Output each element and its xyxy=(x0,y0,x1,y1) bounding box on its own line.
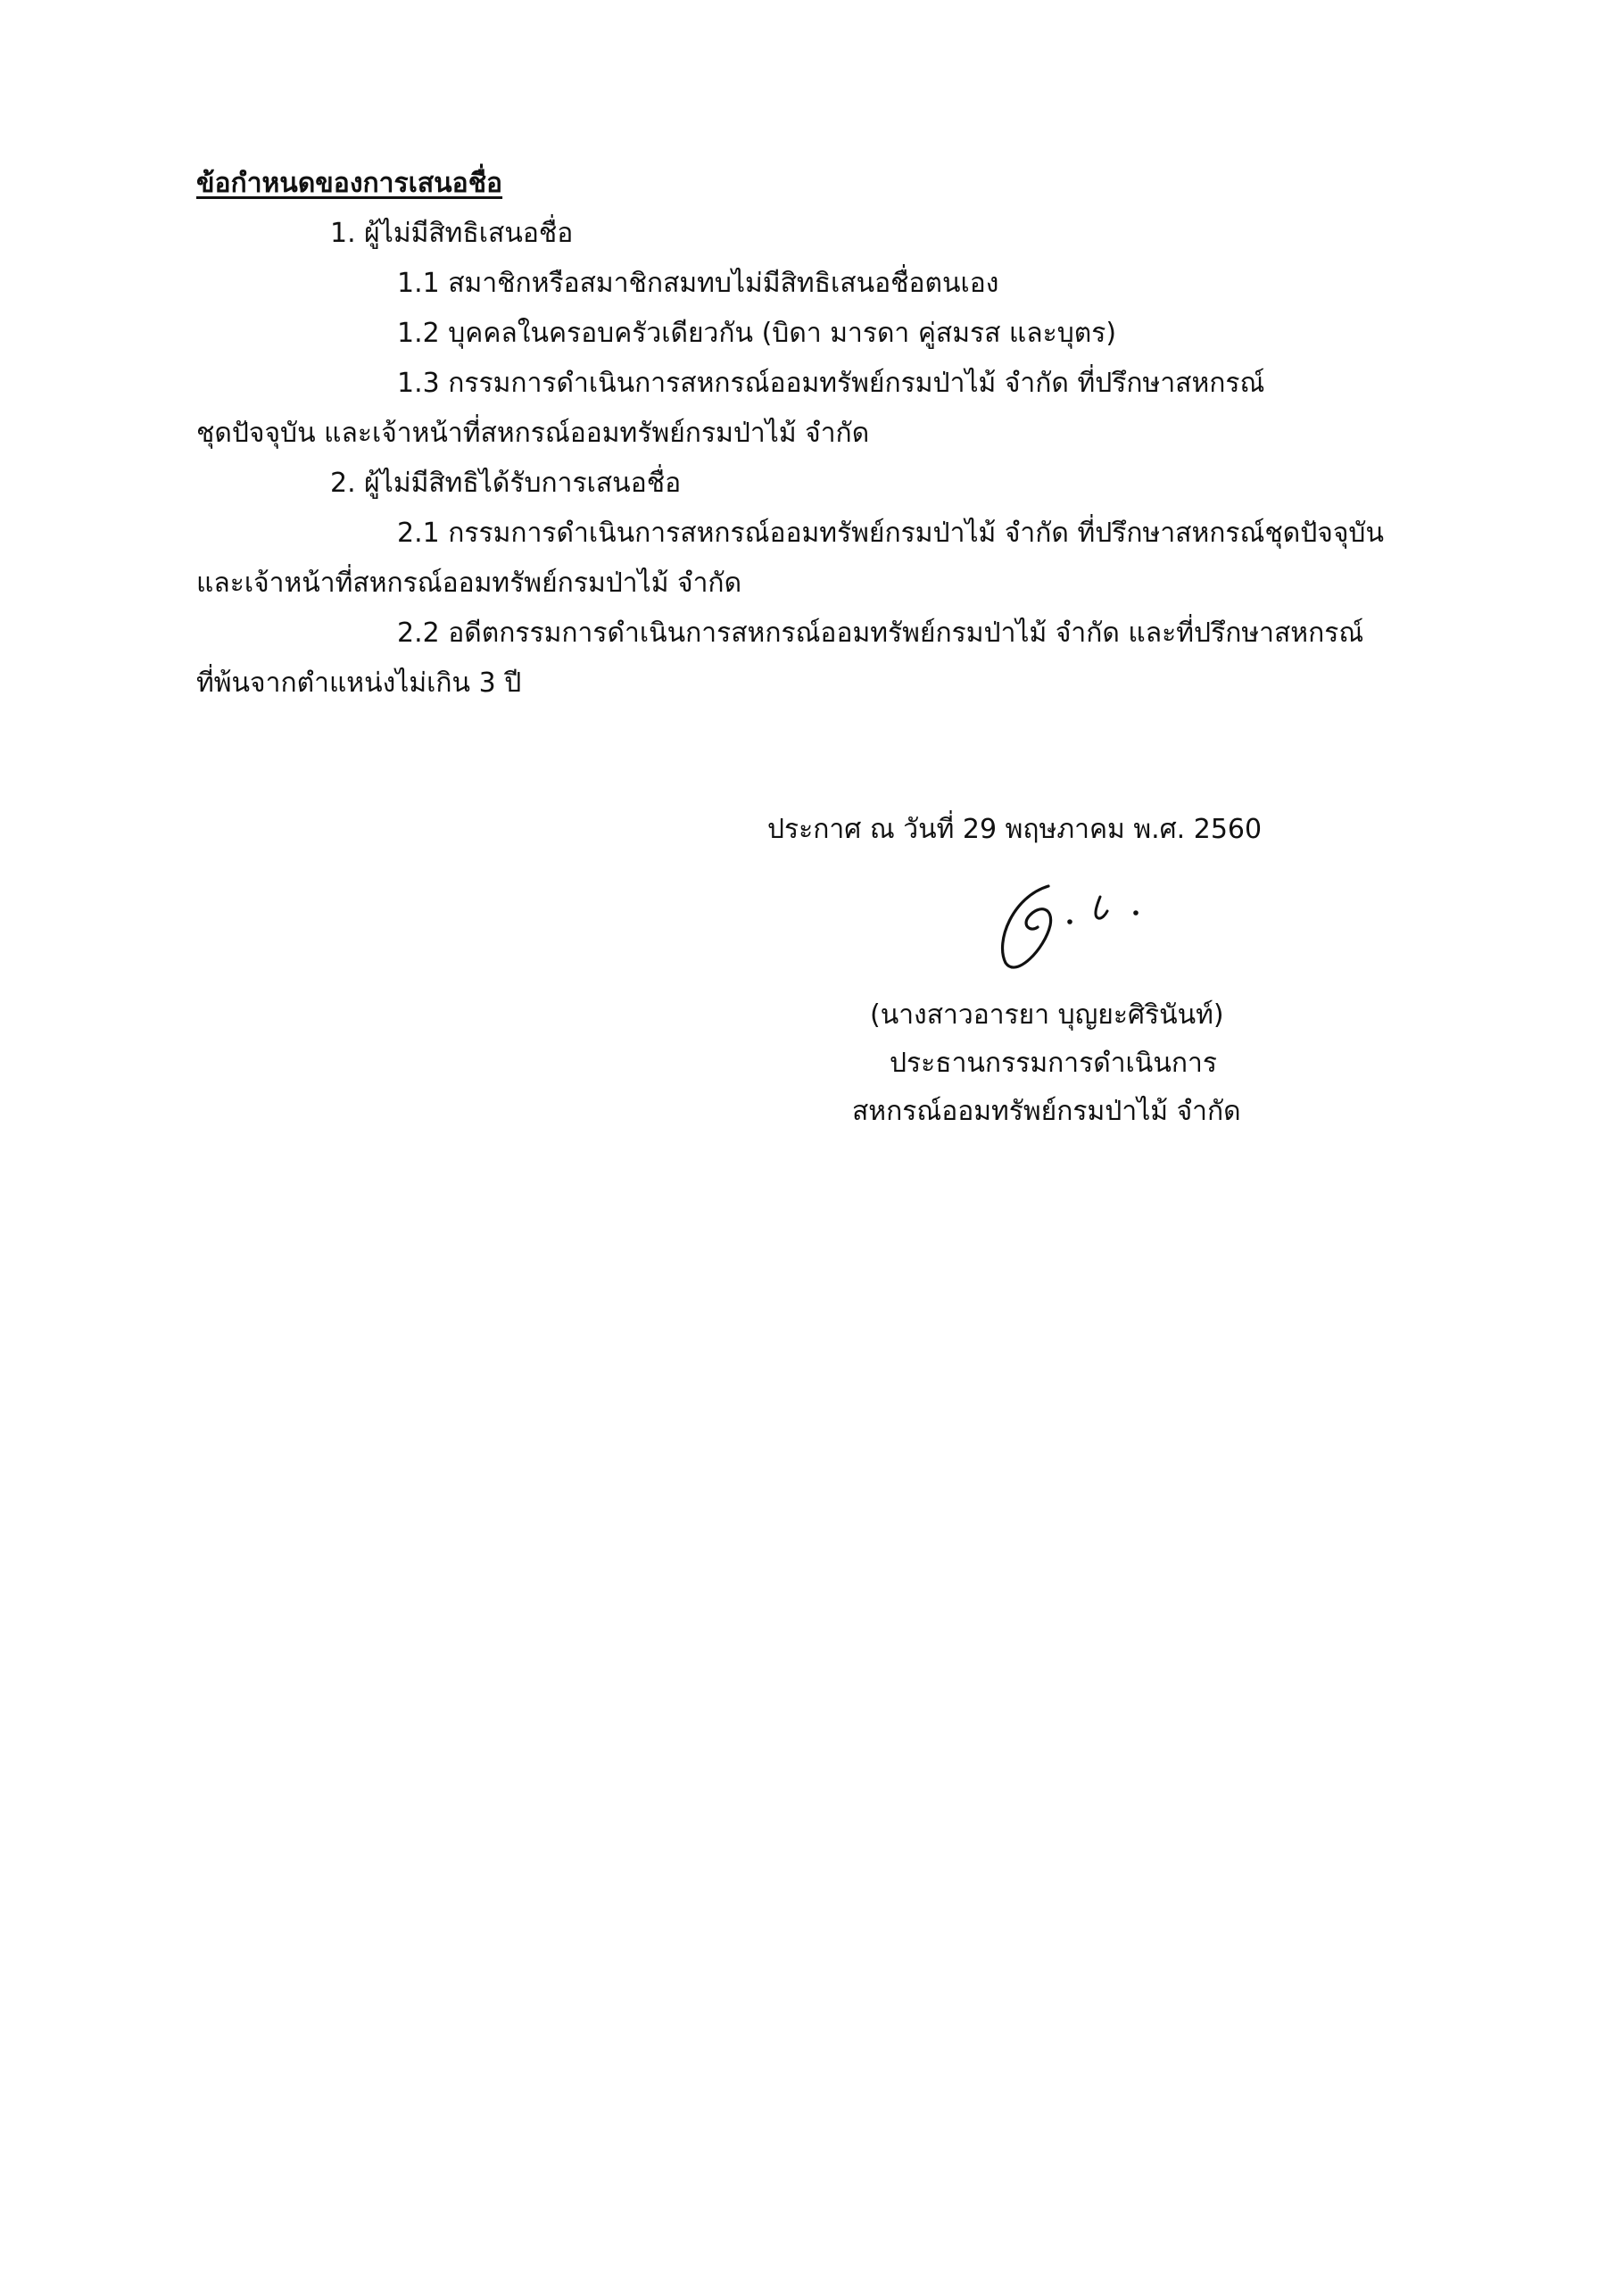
item-2-2-line-2: ที่พ้นจากตำแหน่งไม่เกิน 3 ปี xyxy=(196,667,522,699)
item-1-1: 1.1 สมาชิกหรือสมาชิกสมทบไม่มีสิทธิเสนอชื่อตนเอง xyxy=(397,268,999,299)
announcement-date: ประกาศ ณ วันที่ 29 พฤษภาคม พ.ศ. 2560 xyxy=(767,814,1263,845)
item-2-1-line-2: และเจ้าหน้าที่สหกรณ์ออมทรัพย์กรมป่าไม้ จำกัด xyxy=(196,568,742,599)
handwritten-signature xyxy=(986,870,1155,977)
item-1-3-line-2: ชุดปัจจุบัน และเจ้าหน้าที่สหกรณ์ออมทรัพย์กรมป่าไม้ จำกัด xyxy=(196,418,870,449)
item-2-2-line-1: 2.2 อดีตกรรมการดำเนินการสหกรณ์ออมทรัพย์กรมป่าไม้ จำกัด และที่ปรึกษาสหกรณ์ xyxy=(397,618,1364,649)
item-1-3-line-1: 1.3 กรรมการดำเนินการสหกรณ์ออมทรัพย์กรมป่าไม้ จำกัด ที่ปรึกษาสหกรณ์ xyxy=(397,368,1265,399)
section-2-title: 2. ผู้ไม่มีสิทธิได้รับการเสนอชื่อ xyxy=(330,468,682,499)
item-2-1-line-1: 2.1 กรรมการดำเนินการสหกรณ์ออมทรัพย์กรมป่าไม้ จำกัด ที่ปรึกษาสหกรณ์ชุดปัจจุบัน xyxy=(397,518,1384,549)
item-1-2: 1.2 บุคคลในครอบครัวเดียวกัน (บิดา มารดา คู่สมรส และบุตร) xyxy=(397,318,1117,349)
signatory-title-line-1: ประธานกรรมการดำเนินการ xyxy=(890,1048,1217,1079)
document-heading: ข้อกำหนดของการเสนอชื่อ xyxy=(196,168,503,199)
signatory-title-line-2: สหกรณ์ออมทรัพย์กรมป่าไม้ จำกัด xyxy=(852,1096,1241,1127)
section-1-title: 1. ผู้ไม่มีสิทธิเสนอชื่อ xyxy=(330,218,574,249)
signatory-name: (นางสาวอารยา บุญยะศิรินันท์) xyxy=(870,999,1224,1031)
